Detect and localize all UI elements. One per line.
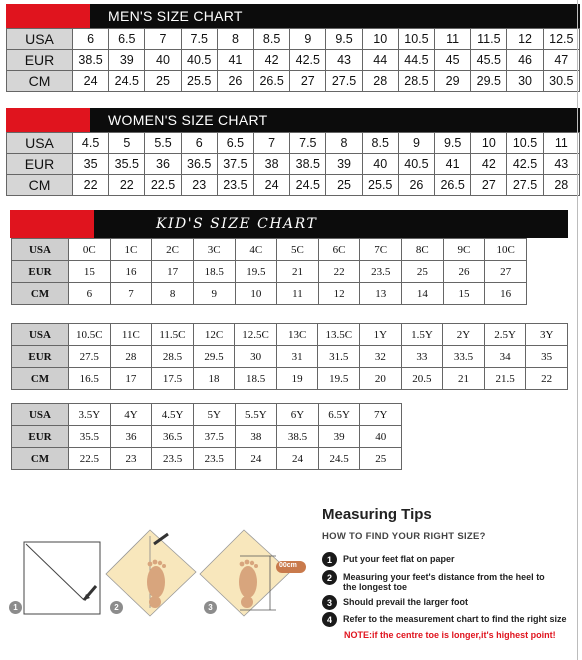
- size-row-eur: [7, 154, 580, 175]
- size-cell: 3Y: [526, 324, 568, 346]
- size-cell: 5: [109, 133, 145, 154]
- size-cell: 28.5: [152, 346, 194, 368]
- size-cell: 22: [73, 175, 109, 196]
- size-cell: 2.5Y: [484, 324, 526, 346]
- size-cell: 42: [471, 154, 507, 175]
- size-cell: 8.5: [362, 133, 398, 154]
- size-cell: 10: [235, 283, 277, 305]
- size-row-cm: [7, 175, 580, 196]
- size-row-usa: [7, 29, 580, 50]
- size-row-eur: [12, 426, 402, 448]
- size-cell: 36: [110, 426, 152, 448]
- size-cell: 28: [543, 175, 579, 196]
- size-cell: 5.5Y: [235, 404, 277, 426]
- size-cell: 12: [507, 29, 543, 50]
- step-number: 4: [322, 612, 337, 627]
- row-label: CM: [7, 175, 73, 196]
- page-edge: [577, 0, 578, 660]
- size-cell: 25: [402, 261, 444, 283]
- size-cell: 23.5: [193, 448, 235, 470]
- size-cell: 6.5Y: [318, 404, 360, 426]
- size-cell: 20.5: [401, 368, 443, 390]
- size-cell: 15: [443, 283, 485, 305]
- size-cell: 10C: [485, 239, 527, 261]
- size-cell: 18: [193, 368, 235, 390]
- row-label: EUR: [12, 426, 69, 448]
- step-badge-3: 3: [204, 601, 217, 614]
- size-row-cm: [7, 71, 580, 92]
- size-cell: 24: [73, 71, 109, 92]
- size-cell: 40: [362, 154, 398, 175]
- size-cell: 14: [402, 283, 444, 305]
- size-cell: 38.5: [290, 154, 326, 175]
- women-size-table: [6, 132, 580, 196]
- size-cell: 29.5: [471, 71, 507, 92]
- tip-step: [322, 570, 580, 592]
- size-cell: 22: [109, 175, 145, 196]
- size-cell: 19.5: [318, 368, 360, 390]
- size-cell: 42.5: [507, 154, 543, 175]
- banner-red-block: [10, 210, 94, 238]
- size-cell: 28: [362, 71, 398, 92]
- size-cell: 39: [109, 50, 145, 71]
- size-cell: 5C: [277, 239, 319, 261]
- measuring-illustration: [0, 520, 318, 620]
- size-cell: 30.5: [543, 71, 579, 92]
- size-cell: 8: [217, 29, 253, 50]
- size-cell: 41: [435, 154, 471, 175]
- size-cell: 17: [152, 261, 194, 283]
- tip-step: [322, 552, 580, 567]
- size-cell: 7.5: [290, 133, 326, 154]
- size-cell: 19.5: [235, 261, 277, 283]
- size-cell: 6: [181, 133, 217, 154]
- size-cell: 12C: [193, 324, 235, 346]
- size-cell: 8C: [402, 239, 444, 261]
- size-cell: 44.5: [398, 50, 434, 71]
- size-cell: 9: [290, 29, 326, 50]
- row-label: CM: [7, 71, 73, 92]
- size-cell: 1C: [110, 239, 152, 261]
- kid-size-table-3: [11, 403, 402, 470]
- size-cell: 21: [443, 368, 485, 390]
- size-cell: 28: [110, 346, 152, 368]
- size-cell: 4Y: [110, 404, 152, 426]
- size-cell: 42.5: [290, 50, 326, 71]
- size-cell: 2C: [152, 239, 194, 261]
- step-number: 1: [322, 552, 337, 567]
- size-cell: 25.5: [181, 71, 217, 92]
- size-cell: 24.5: [290, 175, 326, 196]
- size-cell: 19: [276, 368, 318, 390]
- size-cell: 26.5: [435, 175, 471, 196]
- size-row-eur: [12, 261, 527, 283]
- size-cell: 24.5: [318, 448, 360, 470]
- size-cell: 16: [485, 283, 527, 305]
- size-cell: 3C: [193, 239, 235, 261]
- size-cell: 10: [471, 133, 507, 154]
- size-cell: 43: [543, 154, 579, 175]
- size-cell: 22.5: [145, 175, 181, 196]
- size-cell: 26: [398, 175, 434, 196]
- size-row-usa: [12, 239, 527, 261]
- size-cell: 40.5: [181, 50, 217, 71]
- size-cell: 38: [235, 426, 277, 448]
- row-label: EUR: [7, 154, 73, 175]
- size-cell: 13C: [276, 324, 318, 346]
- banner-black-block: [94, 210, 568, 238]
- size-cell: 36.5: [152, 426, 194, 448]
- size-cell: 17: [110, 368, 152, 390]
- size-row-cm: [12, 448, 402, 470]
- size-cell: 25: [326, 175, 362, 196]
- size-cell: 6C: [318, 239, 360, 261]
- size-cell: 5.5: [145, 133, 181, 154]
- size-cell: 16: [110, 261, 152, 283]
- step-number: 3: [322, 595, 337, 610]
- size-cell: 8: [152, 283, 194, 305]
- size-cell: 23.5: [217, 175, 253, 196]
- men-size-table: [6, 28, 580, 92]
- step-badge-1: 1: [9, 601, 22, 614]
- size-cell: 11: [435, 29, 471, 50]
- size-cell: 4.5: [73, 133, 109, 154]
- size-cell: 23: [181, 175, 217, 196]
- size-cell: 40: [360, 426, 402, 448]
- size-cell: 26: [217, 71, 253, 92]
- size-cell: 29.5: [193, 346, 235, 368]
- size-cell: 10.5C: [69, 324, 111, 346]
- size-cell: 38.5: [73, 50, 109, 71]
- row-label: EUR: [12, 346, 69, 368]
- size-cell: 21: [277, 261, 319, 283]
- size-cell: 11C: [110, 324, 152, 346]
- size-cell: 30: [235, 346, 277, 368]
- size-cell: 6Y: [277, 404, 319, 426]
- size-cell: 4C: [235, 239, 277, 261]
- size-cell: 22: [526, 368, 568, 390]
- size-cell: 8: [326, 133, 362, 154]
- size-cell: 11: [277, 283, 319, 305]
- size-cell: 35.5: [69, 426, 111, 448]
- size-cell: 8.5: [254, 29, 290, 50]
- size-cell: 6: [69, 283, 111, 305]
- row-label: USA: [12, 239, 69, 261]
- size-cell: 33.5: [443, 346, 485, 368]
- size-cell: 39: [326, 154, 362, 175]
- size-cell: 23: [110, 448, 152, 470]
- size-cell: 13: [360, 283, 402, 305]
- size-cell: 33: [401, 346, 443, 368]
- size-cell: 44: [362, 50, 398, 71]
- women-banner: [6, 108, 580, 132]
- row-label: USA: [12, 324, 69, 346]
- size-cell: 37.5: [217, 154, 253, 175]
- size-cell: 24: [254, 175, 290, 196]
- size-cell: 7: [145, 29, 181, 50]
- step-text: Refer to the measurement chart to find the right size: [343, 614, 567, 624]
- size-cell: 27.5: [326, 71, 362, 92]
- size-row-usa: [7, 133, 580, 154]
- tips-subtitle: HOW TO FIND YOUR RIGHT SIZE?: [322, 531, 486, 542]
- size-cell: 17.5: [152, 368, 194, 390]
- size-cell: 27: [290, 71, 326, 92]
- size-cell: 10.5: [507, 133, 543, 154]
- step-text: Should prevail the larger foot: [343, 597, 469, 607]
- size-cell: 31: [276, 346, 318, 368]
- size-cell: 18.5: [235, 368, 277, 390]
- size-cell: 11.5C: [152, 324, 194, 346]
- size-cell: 11.5: [471, 29, 507, 50]
- banner-red-block: [6, 4, 90, 28]
- tip-step: [322, 612, 580, 627]
- kid-size-table-2: [11, 323, 568, 390]
- size-cell: 6.5: [109, 29, 145, 50]
- size-cell: 18.5: [193, 261, 235, 283]
- size-cell: 37.5: [193, 426, 235, 448]
- row-label: USA: [7, 29, 73, 50]
- size-cell: 32: [360, 346, 402, 368]
- size-cell: 23.5: [360, 261, 402, 283]
- row-label: EUR: [7, 50, 73, 71]
- row-label: EUR: [12, 261, 69, 283]
- size-cell: 28.5: [398, 71, 434, 92]
- size-row-eur: [12, 346, 568, 368]
- tip-step: [322, 595, 580, 610]
- size-cell: 30: [507, 71, 543, 92]
- row-label: USA: [7, 133, 73, 154]
- size-cell: 9.5: [435, 133, 471, 154]
- size-cell: 43: [326, 50, 362, 71]
- size-cell: 38.5: [277, 426, 319, 448]
- size-cell: 20: [360, 368, 402, 390]
- step-number: 2: [322, 570, 337, 585]
- size-cell: 35: [526, 346, 568, 368]
- size-cell: 24.5: [109, 71, 145, 92]
- size-cell: 36.5: [181, 154, 217, 175]
- size-cell: 45.5: [471, 50, 507, 71]
- row-label: CM: [12, 283, 69, 305]
- step-badge-2: 2: [110, 601, 123, 614]
- men-banner: [6, 4, 580, 28]
- size-cell: 47: [543, 50, 579, 71]
- size-cell: 7C: [360, 239, 402, 261]
- size-cell: 7Y: [360, 404, 402, 426]
- size-cell: 27: [485, 261, 527, 283]
- size-cell: 40.5: [398, 154, 434, 175]
- tips-title: Measuring Tips: [322, 506, 432, 523]
- size-cell: 7: [110, 283, 152, 305]
- size-cell: 45: [435, 50, 471, 71]
- size-cell: 15: [69, 261, 111, 283]
- size-cell: 23.5: [152, 448, 194, 470]
- size-cell: 3.5Y: [69, 404, 111, 426]
- size-cell: 13.5C: [318, 324, 360, 346]
- size-cell: 9: [193, 283, 235, 305]
- size-cell: 27.5: [507, 175, 543, 196]
- measuring-tips: [322, 506, 580, 640]
- size-cell: 25: [145, 71, 181, 92]
- step-text: Measuring your feet's distance from the heel to the longest toe: [343, 572, 545, 592]
- size-cell: 40: [145, 50, 181, 71]
- size-cell: 29: [435, 71, 471, 92]
- size-cell: 9.5: [326, 29, 362, 50]
- size-cell: 38: [254, 154, 290, 175]
- size-cell: 12.5: [543, 29, 579, 50]
- size-cell: 24: [277, 448, 319, 470]
- size-cell: 22.5: [69, 448, 111, 470]
- kid-size-table-1: [11, 238, 527, 305]
- size-cell: 26.5: [254, 71, 290, 92]
- size-cell: 31.5: [318, 346, 360, 368]
- size-cell: 21.5: [484, 368, 526, 390]
- size-cell: 11: [543, 133, 579, 154]
- size-cell: 35.5: [109, 154, 145, 175]
- size-cell: 9C: [443, 239, 485, 261]
- size-row-usa: [12, 404, 402, 426]
- tips-note: NOTE:if the centre toe is longer,it's highest point!: [344, 630, 556, 640]
- size-cell: 24: [235, 448, 277, 470]
- size-cell: 0C: [69, 239, 111, 261]
- size-cell: 1Y: [360, 324, 402, 346]
- size-cell: 12: [318, 283, 360, 305]
- size-row-cm: [12, 368, 568, 390]
- size-cell: 6.5: [217, 133, 253, 154]
- size-cell: 10: [362, 29, 398, 50]
- size-cell: 34: [484, 346, 526, 368]
- size-cell: 46: [507, 50, 543, 71]
- size-cell: 4.5Y: [152, 404, 194, 426]
- size-cell: 35: [73, 154, 109, 175]
- size-cell: 16.5: [69, 368, 111, 390]
- step-text: Put your feet flat on paper: [343, 554, 455, 564]
- kid-chart-title: KID'S SIZE CHART: [156, 216, 318, 232]
- size-cell: 2Y: [443, 324, 485, 346]
- size-cell: 7: [254, 133, 290, 154]
- size-row-cm: [12, 283, 527, 305]
- size-cell: 1.5Y: [401, 324, 443, 346]
- illustration-drawing: [0, 520, 318, 620]
- size-cell: 10.5: [398, 29, 434, 50]
- banner-black-block: [90, 4, 580, 28]
- row-label: CM: [12, 368, 69, 390]
- banner-red-block: [6, 108, 90, 132]
- size-cell: 36: [145, 154, 181, 175]
- row-label: USA: [12, 404, 69, 426]
- size-row-usa: [12, 324, 568, 346]
- row-label: CM: [12, 448, 69, 470]
- size-cell: 26: [443, 261, 485, 283]
- size-cell: 39: [318, 426, 360, 448]
- kid-banner: [10, 210, 568, 238]
- size-cell: 12.5C: [235, 324, 277, 346]
- size-cell: 25: [360, 448, 402, 470]
- size-cell: 27: [471, 175, 507, 196]
- measure-label: 00cm: [279, 562, 297, 569]
- banner-black-block: [90, 108, 580, 132]
- size-cell: 25.5: [362, 175, 398, 196]
- size-row-eur: [7, 50, 580, 71]
- size-cell: 41: [217, 50, 253, 71]
- size-cell: 5Y: [193, 404, 235, 426]
- men-chart-title: MEN'S SIZE CHART: [108, 8, 243, 24]
- size-cell: 6: [73, 29, 109, 50]
- size-cell: 7.5: [181, 29, 217, 50]
- size-cell: 27.5: [69, 346, 111, 368]
- size-cell: 42: [254, 50, 290, 71]
- size-cell: 22: [318, 261, 360, 283]
- women-chart-title: WOMEN'S SIZE CHART: [108, 112, 268, 128]
- size-cell: 9: [398, 133, 434, 154]
